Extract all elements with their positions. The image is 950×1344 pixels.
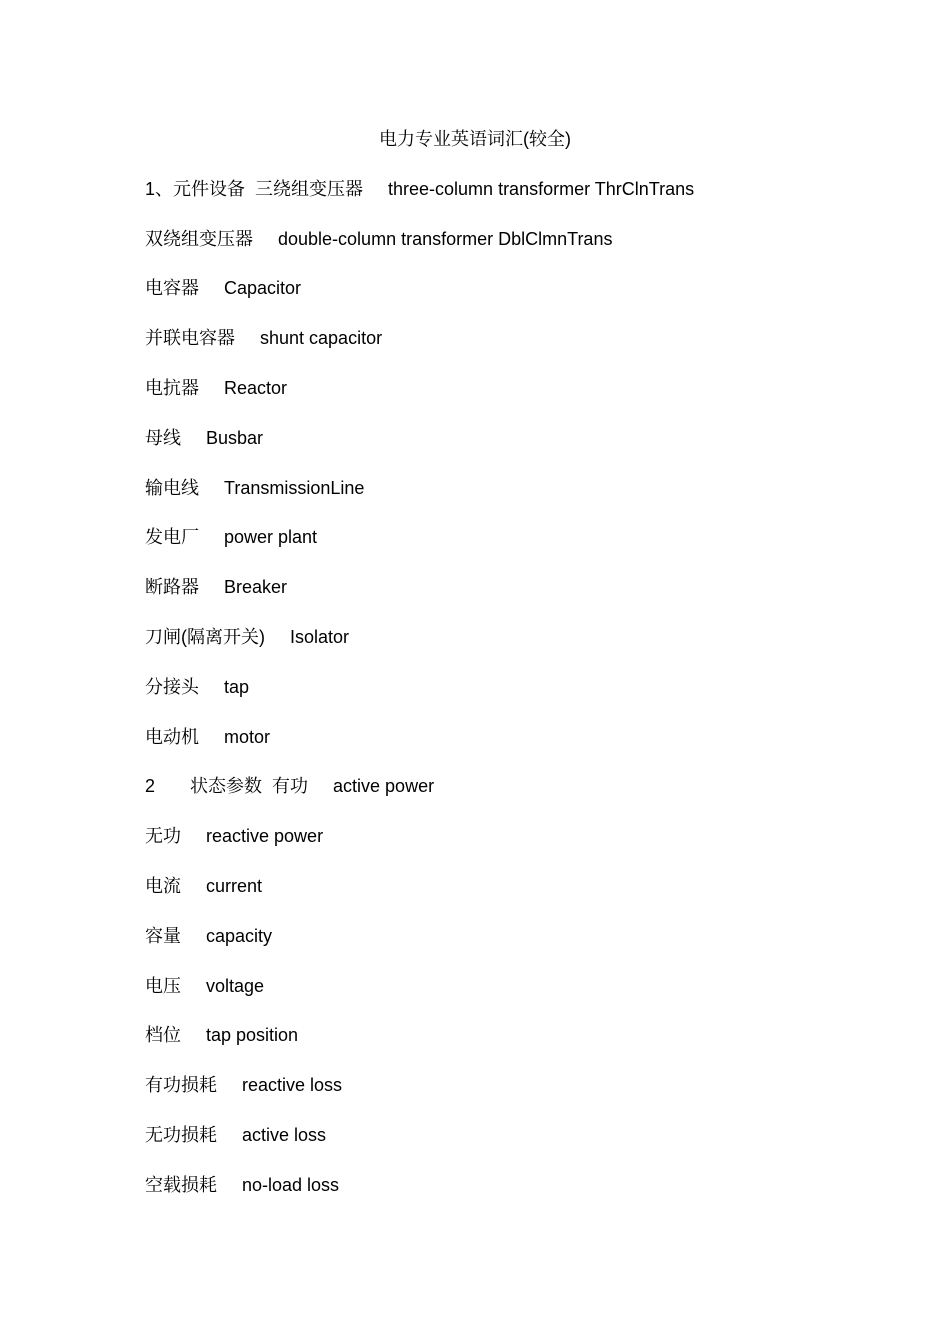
term-line: 无功损耗 active loss	[145, 1125, 327, 1145]
document-title: 电力专业英语词汇(较全)	[379, 129, 571, 149]
term-line: 空载损耗 no-load loss	[145, 1175, 340, 1195]
term-line: 电压 voltage	[145, 976, 265, 996]
term-line: 并联电容器 shunt capacitor	[145, 328, 383, 348]
term-line: 刀闸(隔离开关) Isolator	[145, 627, 350, 647]
term-line: 分接头 tap	[145, 677, 250, 697]
term-line: 发电厂 power plant	[145, 527, 318, 547]
term-line: 2 状态参数 有功 active power	[145, 776, 435, 796]
term-line: 电容器 Capacitor	[145, 278, 302, 298]
term-line: 断路器 Breaker	[145, 577, 288, 597]
term-line: 电抗器 Reactor	[145, 378, 288, 398]
term-line: 容量 capacity	[145, 926, 273, 946]
term-line: 1、元件设备 三绕组变压器 three-column transformer ThrClnTrans	[145, 179, 695, 199]
term-line: 输电线 TransmissionLine	[145, 478, 365, 498]
term-line: 无功 reactive power	[145, 826, 324, 846]
term-line: 电流 current	[145, 876, 263, 896]
term-line: 电动机 motor	[145, 727, 271, 747]
term-line: 双绕组变压器 double-column transformer DblClmnTrans	[145, 229, 613, 249]
term-line: 母线 Busbar	[145, 428, 264, 448]
term-line: 档位 tap position	[145, 1025, 299, 1045]
term-line: 有功损耗 reactive loss	[145, 1075, 343, 1095]
